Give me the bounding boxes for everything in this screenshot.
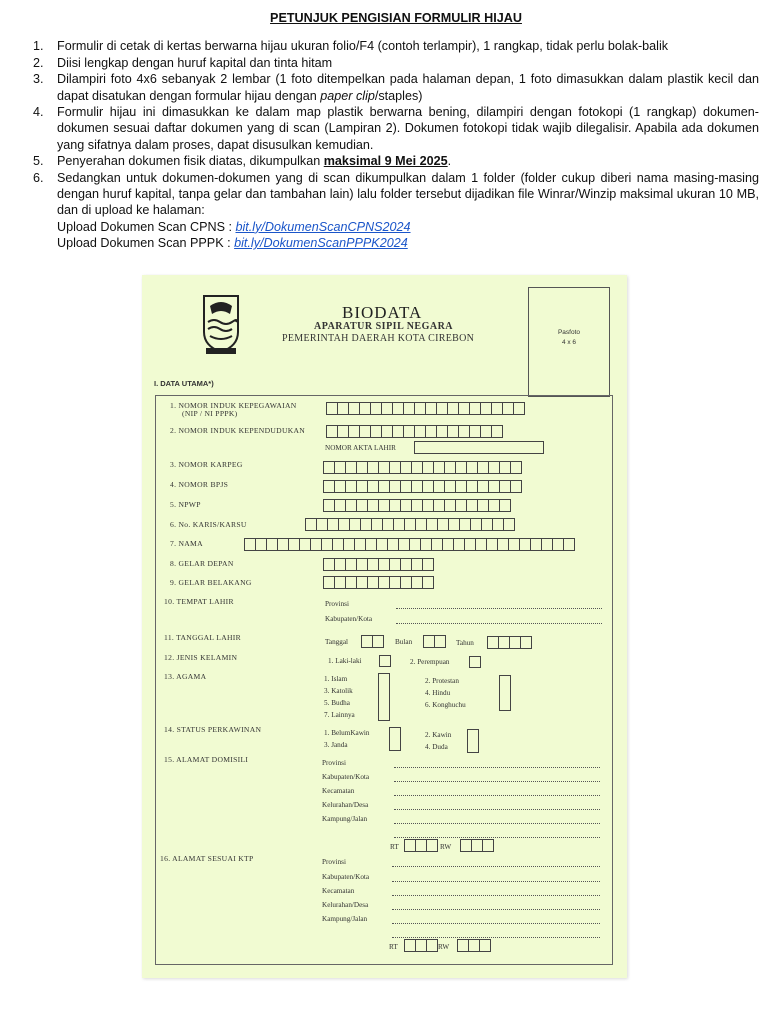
field-label: 15. ALAMAT DOMISILI [164, 755, 249, 764]
field-label: 14. STATUS PERKAWINAN [164, 725, 262, 734]
input-cell[interactable] [520, 636, 532, 649]
npwp-boxes [323, 499, 510, 512]
field-label: 7. NAMA [170, 539, 203, 548]
instruction-item: 4. Formulir hijau ini dimasukkan ke dalam map plastik berwarna bening, dilampiri dengan fotokopi (1 rangkap) dokumen-dokumen sesuai daftar dokumen yang di scan (Lampiran 2). Dokumen fotokopi tidak wajib dilegalisir. Apabila ada dokumen yang sifatnya dalam proses, dapat disusulkan kemudian. [33, 105, 759, 152]
field-label: (NIP / NI PPPK) [182, 409, 238, 418]
input-cell[interactable] [510, 480, 522, 493]
form-subtitle-2: PEMERINTAH DAERAH KOTA CIREBON [282, 333, 475, 344]
rw-boxes [460, 839, 493, 852]
field-label: 16. ALAMAT SESUAI KTP [160, 854, 254, 863]
field-label: NOMOR AKTA LAHIR [325, 444, 396, 452]
field-label: 3. NOMOR KARPEG [170, 460, 243, 469]
input-cell[interactable] [426, 839, 438, 852]
form-subtitle: APARATUR SIPIL NEGARA [314, 321, 454, 332]
rt-boxes [404, 839, 437, 852]
field-label: 11. TANGGAL LAHIR [164, 633, 241, 642]
instruction-item: 1. Formulir di cetak di kertas berwarna hijau ukuran folio/F4 (contoh terlampir), 1 rangkap, tidak perlu bolak-balik [33, 39, 669, 54]
instruction-item: 3. Dilampiri foto 4x6 sebanyak 2 lembar (1 foto ditempelkan pada halaman depan, 1 foto dimasukkan dalam plastik kecil dan dapat disatukan dengan formular hijau dengan paper clip/staples) [33, 72, 759, 103]
field-label: 10. TEMPAT LAHIR [164, 597, 234, 606]
field-label: 9. GELAR BELAKANG [170, 578, 252, 587]
upload-pppk: Upload Dokumen Scan PPPK : bit.ly/DokumenScanPPPK2024 [57, 236, 408, 251]
field-label: 5. NPWP [170, 500, 201, 509]
rt-boxes [404, 939, 437, 952]
karpeg-boxes [323, 461, 521, 474]
field-label: 6. No. KARIS/KARSU [170, 520, 247, 529]
instructions-title: PETUNJUK PENGISIAN FORMULIR HIJAU [270, 11, 522, 25]
input-cell[interactable] [510, 461, 522, 474]
field-label: 1. NOMOR INDUK KEPEGAWAIAN [170, 401, 297, 410]
upload-pppk-link[interactable]: bit.ly/DokumenScanPPPK2024 [234, 236, 408, 251]
perempuan-checkbox[interactable] [469, 656, 481, 668]
tanggal-boxes [361, 635, 383, 648]
input-cell[interactable] [422, 576, 434, 589]
field-label: 4. NOMOR BPJS [170, 480, 229, 489]
cirebon-emblem-icon [196, 292, 246, 356]
bpjs-boxes [323, 480, 521, 493]
input-cell[interactable] [503, 518, 515, 531]
instruction-item: 6. Sedangkan untuk dokumen-dokumen yang di scan dikumpulkan dalam 1 folder (folder cukup diberi nama masing-masing dengan huruf kapital, tanpa gelar dan tambahan lain) lalu folder tersebut dijadikan file Winrar/Winzip maksimal ukuran 10 MB, dan di upload ke halaman: Upload Dokumen Scan CPNS : bit.ly/DokumenScanCPNS2024 Upload Dokumen Scan PPPK : bit.ly/DokumenScanPPPK2024 [33, 170, 759, 251]
input-cell[interactable] [422, 558, 434, 571]
section-heading: I. DATA UTAMA*) [154, 379, 214, 388]
field-label: 2. NOMOR INDUK KEPENDUDUKAN [170, 426, 306, 435]
gelar-belakang-boxes [323, 576, 433, 589]
input-cell[interactable] [491, 425, 503, 438]
agama-checkbox-col1[interactable] [378, 673, 390, 721]
bulan-boxes [423, 635, 445, 648]
green-form-sample: BIODATA APARATUR SIPIL NEGARA PEMERINTAH DAERAH KOTA CIREBON Pasfoto 4 x 6 I. DATA UTAMA*) 1. NOMOR INDUK KEPEGAWAIAN (NIP / NI PPPK) 2. NOMOR INDUK KEPENDUDUKAN NOMOR AKTA LAHIR 3. NOMOR KARPEG 4. NOMOR BPJS 5. NPWP 6. No. KARIS/KARSU 7. NAMA 8. GELAR DEPAN 9. GELAR BELAKANG 10. TEMPAT LAHIR Provinsi Kabupaten/Kota 11. TANGGAL LAHIR Tanggal Bulan Tahun 12. JENIS KELAMIN 1. Laki-laki 2. Perempuan 13. AGAMA 1. Islam 3. Katolik 5. Budha 7. Lainnya 2. Protestan 4. Hindu 6. Konghuchu 14. STATUS PERKAWINAN 1. BelumKawin 3. Janda 2. Kawin 4. Duda 15. ALAMAT DOMISILI Provinsi Kabupaten/Kota Kecamatan Kelurahan/Desa Kampung/Jalan RT RW 16. ALAMAT SESUAI KTP Provinsi Kabupaten/Kota Kecamatan Kelurahan/Desa Kampung/Jalan RT RW [142, 275, 627, 978]
input-cell[interactable] [513, 402, 525, 415]
instruction-item: 2. Diisi lengkap dengan huruf kapital dan tinta hitam [33, 55, 333, 70]
instructions [33, 10, 759, 252]
nik-boxes [326, 425, 502, 438]
form-title: BIODATA [342, 303, 423, 322]
field-label: 13. AGAMA [164, 672, 207, 681]
karis-boxes [305, 518, 514, 531]
instruction-item: 5. Penyerahan dokumen fisik diatas, dikumpulkan maksimal 9 Mei 2025. [33, 154, 452, 169]
input-cell[interactable] [434, 635, 446, 648]
agama-checkbox-col2[interactable] [499, 675, 511, 711]
status-checkbox-col1[interactable] [389, 727, 401, 751]
input-cell[interactable] [426, 939, 438, 952]
input-cell[interactable] [482, 839, 494, 852]
input-cell[interactable] [372, 635, 384, 648]
instructions-list [33, 38, 759, 251]
nama-boxes [244, 538, 574, 551]
field-label: 8. GELAR DEPAN [170, 559, 234, 568]
nip-boxes [326, 402, 524, 415]
upload-cpns: Upload Dokumen Scan CPNS : bit.ly/DokumenScanCPNS2024 [57, 219, 411, 234]
status-checkbox-col2[interactable] [467, 729, 479, 753]
field-label: 12. JENIS KELAMIN [164, 653, 238, 662]
input-cell[interactable] [563, 538, 575, 551]
laki-checkbox[interactable] [379, 655, 391, 667]
input-cell[interactable] [499, 499, 511, 512]
tahun-boxes [487, 636, 531, 649]
input-cell[interactable] [479, 939, 491, 952]
upload-cpns-link[interactable]: bit.ly/DokumenScanCPNS2024 [235, 219, 411, 234]
gelar-depan-boxes [323, 558, 433, 571]
akta-box [414, 441, 544, 454]
pasfoto-box: Pasfoto 4 x 6 [528, 287, 610, 397]
rw-boxes [457, 939, 490, 952]
deadline-date: maksimal 9 Mei 2025 [323, 154, 448, 169]
